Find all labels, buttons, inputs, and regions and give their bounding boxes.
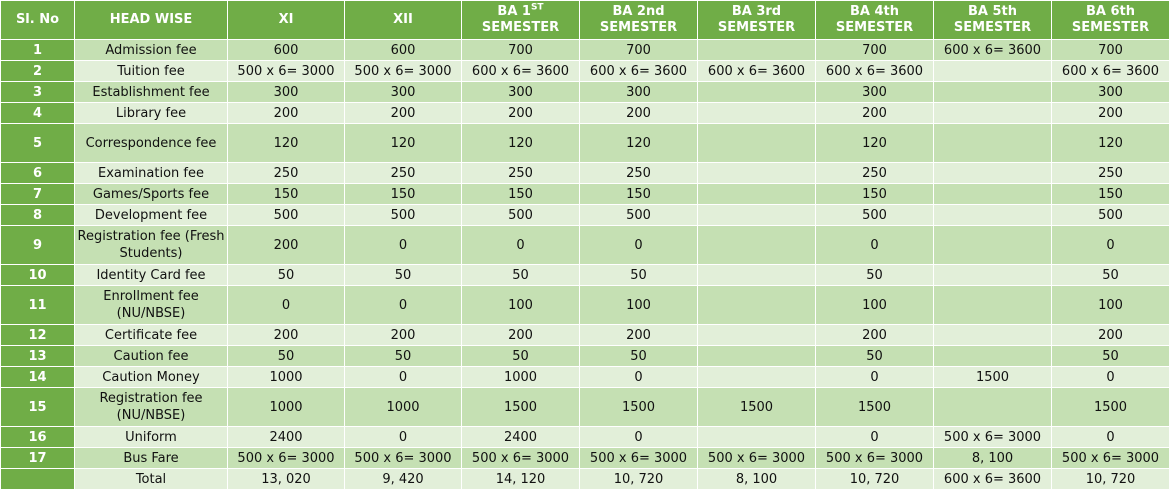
fee-cell: 200: [1052, 325, 1169, 346]
fee-cell: 600: [345, 40, 462, 61]
total-cell: 600 x 6= 3600: [934, 469, 1052, 490]
table-row: [1, 61, 1169, 82]
fee-cell: 700: [816, 40, 934, 61]
fee-cell: 120: [1052, 124, 1169, 163]
fee-cell: 200: [228, 325, 345, 346]
fee-cell: 120: [816, 124, 934, 163]
header-xi: XI: [228, 1, 345, 40]
fee-cell: 150: [580, 184, 698, 205]
fee-cell: 50: [345, 265, 462, 286]
header-ba4: BA 4th SEMESTER: [816, 1, 934, 40]
fee-cell: 250: [462, 163, 580, 184]
fee-head: Caution fee: [75, 346, 228, 367]
fee-head: Games/Sports fee: [75, 184, 228, 205]
fee-cell: 50: [580, 346, 698, 367]
fee-cell: 50: [1052, 265, 1169, 286]
table-row: [1, 40, 1169, 61]
fee-cell: 0: [580, 427, 698, 448]
fee-cell: 1000: [228, 388, 345, 427]
fee-cell: 600 x 6= 3600: [698, 61, 816, 82]
fee-cell: [698, 205, 816, 226]
fee-cell: 500 x 6= 3000: [934, 427, 1052, 448]
fee-cell: 120: [462, 124, 580, 163]
fee-cell: 500 x 6= 3000: [698, 448, 816, 469]
fee-cell: 1500: [934, 367, 1052, 388]
fee-cell: 500 x 6= 3000: [345, 61, 462, 82]
header-ba1-sup: ST: [530, 2, 544, 13]
fee-cell: 200: [462, 325, 580, 346]
fee-cell: 1000: [228, 367, 345, 388]
row-serial: 11: [1, 286, 75, 325]
table-row: [1, 163, 1169, 184]
fee-cell: 150: [1052, 184, 1169, 205]
row-serial: 12: [1, 325, 75, 346]
row-serial: 8: [1, 205, 75, 226]
fee-cell: 120: [345, 124, 462, 163]
fee-cell: 150: [816, 184, 934, 205]
fee-head: Caution Money: [75, 367, 228, 388]
fee-cell: 0: [1052, 367, 1169, 388]
fee-head: Registration fee (NU/NBSE): [75, 388, 228, 427]
fee-cell: 500 x 6= 3000: [816, 448, 934, 469]
total-cell: 10, 720: [816, 469, 934, 490]
fee-cell: [698, 184, 816, 205]
fee-cell: 250: [580, 163, 698, 184]
total-cell: 14, 120: [462, 469, 580, 490]
fee-cell: [934, 124, 1052, 163]
fee-cell: 0: [1052, 226, 1169, 265]
total-label: Total: [75, 469, 228, 490]
fee-cell: 300: [816, 82, 934, 103]
fee-cell: 1500: [462, 388, 580, 427]
fee-head: Certificate fee: [75, 325, 228, 346]
fee-cell: 300: [345, 82, 462, 103]
fee-cell: 8, 100: [934, 448, 1052, 469]
fee-head: Examination fee: [75, 163, 228, 184]
fee-cell: 200: [816, 325, 934, 346]
fee-cell: 0: [345, 367, 462, 388]
header-xii: XII: [345, 1, 462, 40]
fee-cell: 0: [228, 286, 345, 325]
table-row: [1, 325, 1169, 346]
fee-cell: 0: [345, 286, 462, 325]
fee-head: Correspondence fee: [75, 124, 228, 163]
fee-cell: [934, 82, 1052, 103]
fee-cell: 50: [228, 265, 345, 286]
row-serial: 5: [1, 124, 75, 163]
fee-cell: [698, 124, 816, 163]
fee-head: Tuition fee: [75, 61, 228, 82]
fee-cell: 500 x 6= 3000: [345, 448, 462, 469]
fee-cell: [934, 265, 1052, 286]
table-row: [1, 226, 1169, 265]
fee-cell: 250: [228, 163, 345, 184]
table-row: [1, 103, 1169, 124]
fee-cell: 0: [580, 367, 698, 388]
fee-cell: 200: [816, 103, 934, 124]
fee-cell: [934, 346, 1052, 367]
header-ba5: BA 5th SEMESTER: [934, 1, 1052, 40]
fee-cell: 50: [580, 265, 698, 286]
fee-cell: 500: [345, 205, 462, 226]
fee-cell: 200: [228, 103, 345, 124]
table-row: [1, 124, 1169, 163]
fee-cell: [934, 205, 1052, 226]
table-row: [1, 367, 1169, 388]
total-row: [1, 469, 1169, 490]
row-serial: 4: [1, 103, 75, 124]
fee-cell: 50: [462, 346, 580, 367]
table-row: [1, 184, 1169, 205]
fee-head: Uniform: [75, 427, 228, 448]
fee-cell: [934, 226, 1052, 265]
row-serial: 1: [1, 40, 75, 61]
row-serial: 15: [1, 388, 75, 427]
row-serial: 10: [1, 265, 75, 286]
fee-cell: [934, 61, 1052, 82]
fee-cell: 1000: [462, 367, 580, 388]
fee-cell: 100: [580, 286, 698, 325]
fee-cell: 50: [345, 346, 462, 367]
fee-cell: 0: [1052, 427, 1169, 448]
fee-cell: [698, 325, 816, 346]
header-ba2: BA 2nd SEMESTER: [580, 1, 698, 40]
fee-cell: [698, 40, 816, 61]
fee-cell: 100: [816, 286, 934, 325]
fee-cell: 1000: [345, 388, 462, 427]
header-ba1-semester: SEMESTER: [481, 20, 560, 35]
total-cell: 9, 420: [345, 469, 462, 490]
row-serial: 3: [1, 82, 75, 103]
row-serial: 2: [1, 61, 75, 82]
header-row: [1, 1, 1169, 40]
fee-cell: [934, 388, 1052, 427]
fee-cell: 150: [345, 184, 462, 205]
fee-cell: 150: [228, 184, 345, 205]
fee-head: Library fee: [75, 103, 228, 124]
fee-cell: 600 x 6= 3600: [816, 61, 934, 82]
fee-cell: 500: [580, 205, 698, 226]
fee-cell: 50: [816, 346, 934, 367]
fee-cell: [698, 367, 816, 388]
fee-cell: 0: [345, 226, 462, 265]
fee-cell: 600 x 6= 3600: [934, 40, 1052, 61]
fee-cell: 500 x 6= 3000: [228, 448, 345, 469]
fee-cell: [934, 163, 1052, 184]
table-row: [1, 448, 1169, 469]
fee-cell: 600 x 6= 3600: [462, 61, 580, 82]
fee-cell: 200: [580, 325, 698, 346]
fee-cell: [698, 427, 816, 448]
fee-cell: 250: [1052, 163, 1169, 184]
header-slno: Sl. No: [1, 1, 75, 40]
fee-cell: 120: [580, 124, 698, 163]
fee-cell: 200: [345, 103, 462, 124]
fee-cell: 0: [345, 427, 462, 448]
table-row: [1, 286, 1169, 325]
fee-cell: 250: [816, 163, 934, 184]
table-row: [1, 82, 1169, 103]
fee-cell: [698, 226, 816, 265]
total-cell: 10, 720: [580, 469, 698, 490]
fee-cell: 50: [462, 265, 580, 286]
fee-cell: 2400: [228, 427, 345, 448]
row-serial: 16: [1, 427, 75, 448]
fee-cell: [698, 286, 816, 325]
fee-cell: [934, 103, 1052, 124]
fee-cell: 500 x 6= 3000: [462, 448, 580, 469]
row-serial: [1, 469, 75, 490]
fee-cell: 0: [816, 427, 934, 448]
fee-cell: 600: [228, 40, 345, 61]
fee-cell: 50: [1052, 346, 1169, 367]
fee-cell: 1500: [816, 388, 934, 427]
fee-cell: [698, 163, 816, 184]
table-row: [1, 265, 1169, 286]
fee-head: Bus Fare: [75, 448, 228, 469]
fee-cell: 600 x 6= 3600: [1052, 61, 1169, 82]
fee-cell: 50: [228, 346, 345, 367]
fee-cell: 200: [228, 226, 345, 265]
row-serial: 13: [1, 346, 75, 367]
row-serial: 6: [1, 163, 75, 184]
fee-cell: 500: [228, 205, 345, 226]
fee-cell: 100: [1052, 286, 1169, 325]
fee-cell: 1500: [580, 388, 698, 427]
fee-cell: 300: [1052, 82, 1169, 103]
header-ba1-label: BA 1: [497, 4, 531, 19]
row-serial: 7: [1, 184, 75, 205]
fee-cell: 500: [1052, 205, 1169, 226]
fee-head: Registration fee (Fresh Students): [75, 226, 228, 265]
row-serial: 17: [1, 448, 75, 469]
fee-cell: 700: [580, 40, 698, 61]
fee-cell: 0: [462, 226, 580, 265]
fee-cell: 1500: [1052, 388, 1169, 427]
fee-cell: 300: [580, 82, 698, 103]
fee-head: Development fee: [75, 205, 228, 226]
header-ba1: [462, 1, 580, 40]
fee-cell: 300: [228, 82, 345, 103]
fee-cell: 500 x 6= 3000: [580, 448, 698, 469]
fee-cell: [934, 286, 1052, 325]
fee-cell: 700: [462, 40, 580, 61]
fee-cell: 200: [462, 103, 580, 124]
header-headwise: HEAD WISE: [75, 1, 228, 40]
fee-cell: 500 x 6= 3000: [1052, 448, 1169, 469]
header-ba6: BA 6th SEMESTER: [1052, 1, 1169, 40]
fee-cell: 500: [462, 205, 580, 226]
fee-cell: [698, 265, 816, 286]
fee-cell: 700: [1052, 40, 1169, 61]
fee-cell: [698, 103, 816, 124]
fee-cell: 600 x 6= 3600: [580, 61, 698, 82]
fee-cell: 200: [1052, 103, 1169, 124]
fee-head: Enrollment fee (NU/NBSE): [75, 286, 228, 325]
fee-cell: 500 x 6= 3000: [228, 61, 345, 82]
fee-cell: 0: [816, 367, 934, 388]
total-cell: 10, 720: [1052, 469, 1169, 490]
table-row: [1, 346, 1169, 367]
table-row: [1, 427, 1169, 448]
fee-head: Admission fee: [75, 40, 228, 61]
fee-cell: 250: [345, 163, 462, 184]
fee-cell: [698, 346, 816, 367]
row-serial: 9: [1, 226, 75, 265]
fee-table-body: [1, 40, 1169, 490]
fee-cell: 200: [580, 103, 698, 124]
fee-cell: 0: [580, 226, 698, 265]
fee-head: Establishment fee: [75, 82, 228, 103]
fee-cell: 1500: [698, 388, 816, 427]
fee-head: Identity Card fee: [75, 265, 228, 286]
fee-cell: 300: [462, 82, 580, 103]
fee-cell: [934, 325, 1052, 346]
fee-cell: 120: [228, 124, 345, 163]
fee-cell: 200: [345, 325, 462, 346]
fee-cell: [698, 82, 816, 103]
fee-cell: 50: [816, 265, 934, 286]
total-cell: 8, 100: [698, 469, 816, 490]
header-ba3: BA 3rd SEMESTER: [698, 1, 816, 40]
fee-cell: 100: [462, 286, 580, 325]
fee-cell: [934, 184, 1052, 205]
fee-cell: 0: [816, 226, 934, 265]
fee-cell: 150: [462, 184, 580, 205]
row-serial: 14: [1, 367, 75, 388]
table-row: [1, 388, 1169, 427]
fee-cell: 2400: [462, 427, 580, 448]
total-cell: 13, 020: [228, 469, 345, 490]
fee-cell: 500: [816, 205, 934, 226]
table-row: [1, 205, 1169, 226]
